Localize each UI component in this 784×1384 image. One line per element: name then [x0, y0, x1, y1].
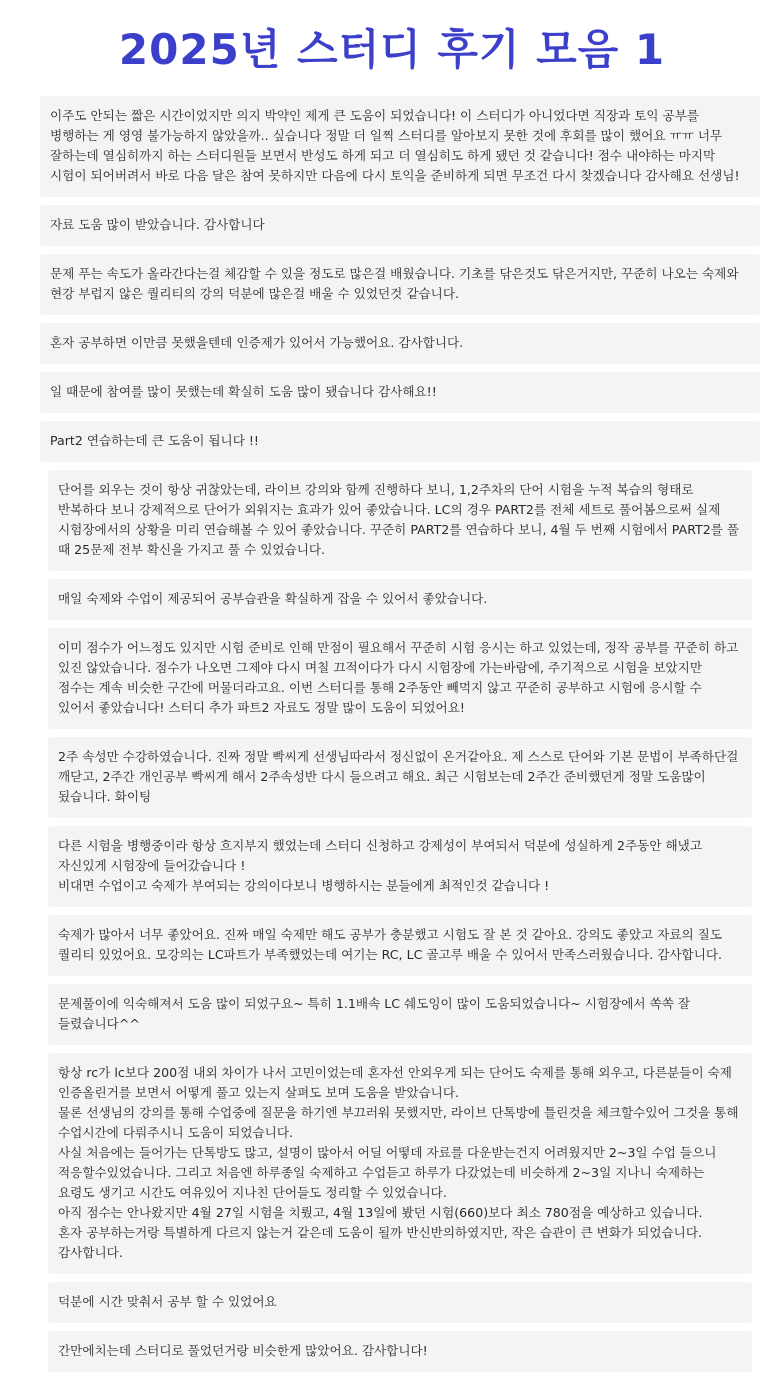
review-card: 다른 시험을 병행중이라 항상 흐지부지 했었는데 스터디 신청하고 강제성이 부여되서 덕분에 성실하게 2주동안 해냈고 자신있게 시험장에 들어갔습니다 ! 비대면 수업이고 숙제가 부여되는 강의이다보니 병행하시는 분들에게 최적인것 같습니다 ! — [48, 826, 752, 907]
review-card: 일 때문에 참여를 많이 못했는데 확실히 도움 많이 됐습니다 감사해요!! — [40, 372, 760, 413]
page-title: 2025년 스터디 후기 모음 1 — [118, 25, 666, 74]
review-card: 자료 도움 많이 받았습니다. 감사합니다 — [40, 205, 760, 246]
review-list — [0, 96, 784, 1380]
review-card: 항상 rc가 lc보다 200점 내외 차이가 나서 고민이었는데 혼자선 안외우게 되는 단어도 숙제를 통해 외우고, 다른분들이 숙제 인증올린거를 보면서 어떻게 풀고 있는지 살펴도 보며 도움을 받았습니다. 물론 선생님의 강의를 통해 수업중에 질문을 하기엔 부끄러워 못했지만, 라이브 단톡방에 틀린것을 체크할수있어 그것을 통해 수업시간에 다뤄주시니 도움이 되었습니다. 사실 처음에는 들어가는 단톡방도 많고, 설명이 많아서 어딜 어떻데 자료를 다운받는건지 어려웠지만 2~3일 수업 들으니 적응할수있었습니다. 그리고 처음엔 하루종일 숙제하고 수업듣고 하루가 다갔었는데 비슷하게 2~3일 지나니 숙제하는 요령도 생기고 시간도 여유있어 지나친 단어들도 정리할 수 있었습니다. 아직 점수는 안나왔지만 4월 27일 시험을 치뤘고, 4월 13일에 봤던 시험(660)보다 최소 780점을 예상하고 있습니다. 혼자 공부하는거랑 특별하게 다르지 않는거 같은데 도움이 될까 반신반의하였지만, 작은 습관이 큰 변화가 되었습니다. 감사합니다. — [48, 1053, 752, 1274]
review-card: 2주 속성만 수강하였습니다. 진짜 정말 빡씨게 선생님따라서 정신없이 온거같아요. 제 스스로 단어와 기본 문법이 부족하단걸 깨닫고, 2주간 개인공부 빡씨게 해서 2주속성반 다시 들으려고 해요. 최근 시험보는데 2주간 준비했던게 정말 도움많이 됬습니다. 화이팅 — [48, 737, 752, 818]
review-card: 숙제가 많아서 너무 좋았어요. 진짜 매일 숙제만 해도 공부가 충분했고 시험도 잘 본 것 같아요. 강의도 좋았고 자료의 질도 퀄리티 있었어요. 모강의는 LC파트가 부족했었는데 여기는 RC, LC 골고루 배울 수 있어서 만족스러웠습니다. 감사합니다. — [48, 915, 752, 976]
review-card: 이주도 안되는 짧은 시간이었지만 의지 박약인 제게 큰 도움이 되었습니다! 이 스터디가 아니었다면 직장과 토익 공부를 병행하는 게 영영 불가능하지 않았을까.. 싶습니다 정말 더 일찍 스터디를 알아보지 못한 것에 후회를 많이 했어요 ㅠㅠ 너무 잘하는데 열심히까지 하는 스터디원들 보면서 반성도 하게 되고 더 열심히도 하게 됐던 것 같습니다! 점수 내야하는 마지막 시험이 되어버려서 바로 다음 달은 참여 못하지만 다음에 다시 토익을 준비하게 되면 무조건 다시 찾겠습니다 감사해요 선생님! — [40, 96, 760, 197]
review-card: 덕분에 시간 맞춰서 공부 할 수 있었어요 — [48, 1282, 752, 1323]
review-card: 문제 푸는 속도가 올라간다는걸 체감할 수 있을 정도로 많은걸 배웠습니다. 기초를 닦은것도 닦은거지만, 꾸준히 나오는 숙제와 현강 부럽지 않은 퀄리티의 강의 덕분에 많은걸 배울 수 있었던것 같습니다. — [40, 254, 760, 315]
review-card: 간만에치는데 스터디로 풀었던거랑 비슷한게 많았어요. 감사합니다! — [48, 1331, 752, 1372]
review-card: 혼자 공부하면 이만큼 못했을텐데 인증제가 있어서 가능했어요. 감사합니다. — [40, 323, 760, 364]
review-card: Part2 연습하는데 큰 도움이 됩니다 !! — [40, 421, 760, 462]
review-card: 매일 숙제와 수업이 제공되어 공부습관을 확실하게 잡을 수 있어서 좋았습니다. — [48, 579, 752, 620]
review-card: 단어를 외우는 것이 항상 귀찮았는데, 라이브 강의와 함께 진행하다 보니, 1,2주차의 단어 시험을 누적 복습의 형태로 반복하다 보니 강제적으로 단어가 외워지는 효과가 있어 좋았습니다. LC의 경우 PART2를 전체 세트로 풀어봄으로써 실제 시험장에서의 상황을 미리 연습해볼 수 있어 좋았습니다. 꾸준히 PART2를 연습하다 보니, 4월 두 번째 시험에서 PART2를 풀 때 25문제 전부 확신을 가지고 풀 수 있었습니다. — [48, 470, 752, 571]
review-card: 문제풀이에 익숙해져서 도움 많이 되었구요~ 특히 1.1배속 LC 쉐도잉이 많이 도움되었습니다~ 시험장에서 쏙쏙 잘 들렸습니다^^ — [48, 984, 752, 1045]
review-card: 이미 점수가 어느정도 있지만 시험 준비로 인해 만점이 필요해서 꾸준히 시험 응시는 하고 있었는데, 정작 공부를 꾸준히 하고 있진 않았습니다. 점수가 나오면 그제야 다시 며칠 끄적이다가 다시 시험장에 가는바람에, 주기적으로 시험을 보았지만 점수는 계속 비슷한 구간에 머물더라고요. 이번 스터디를 통해 2주동안 빼먹지 않고 꾸준히 공부하고 시험에 응시할 수 있어서 좋았습니다! 스터디 추가 파트2 자료도 정말 많이 도움이 되었어요! — [48, 628, 752, 729]
